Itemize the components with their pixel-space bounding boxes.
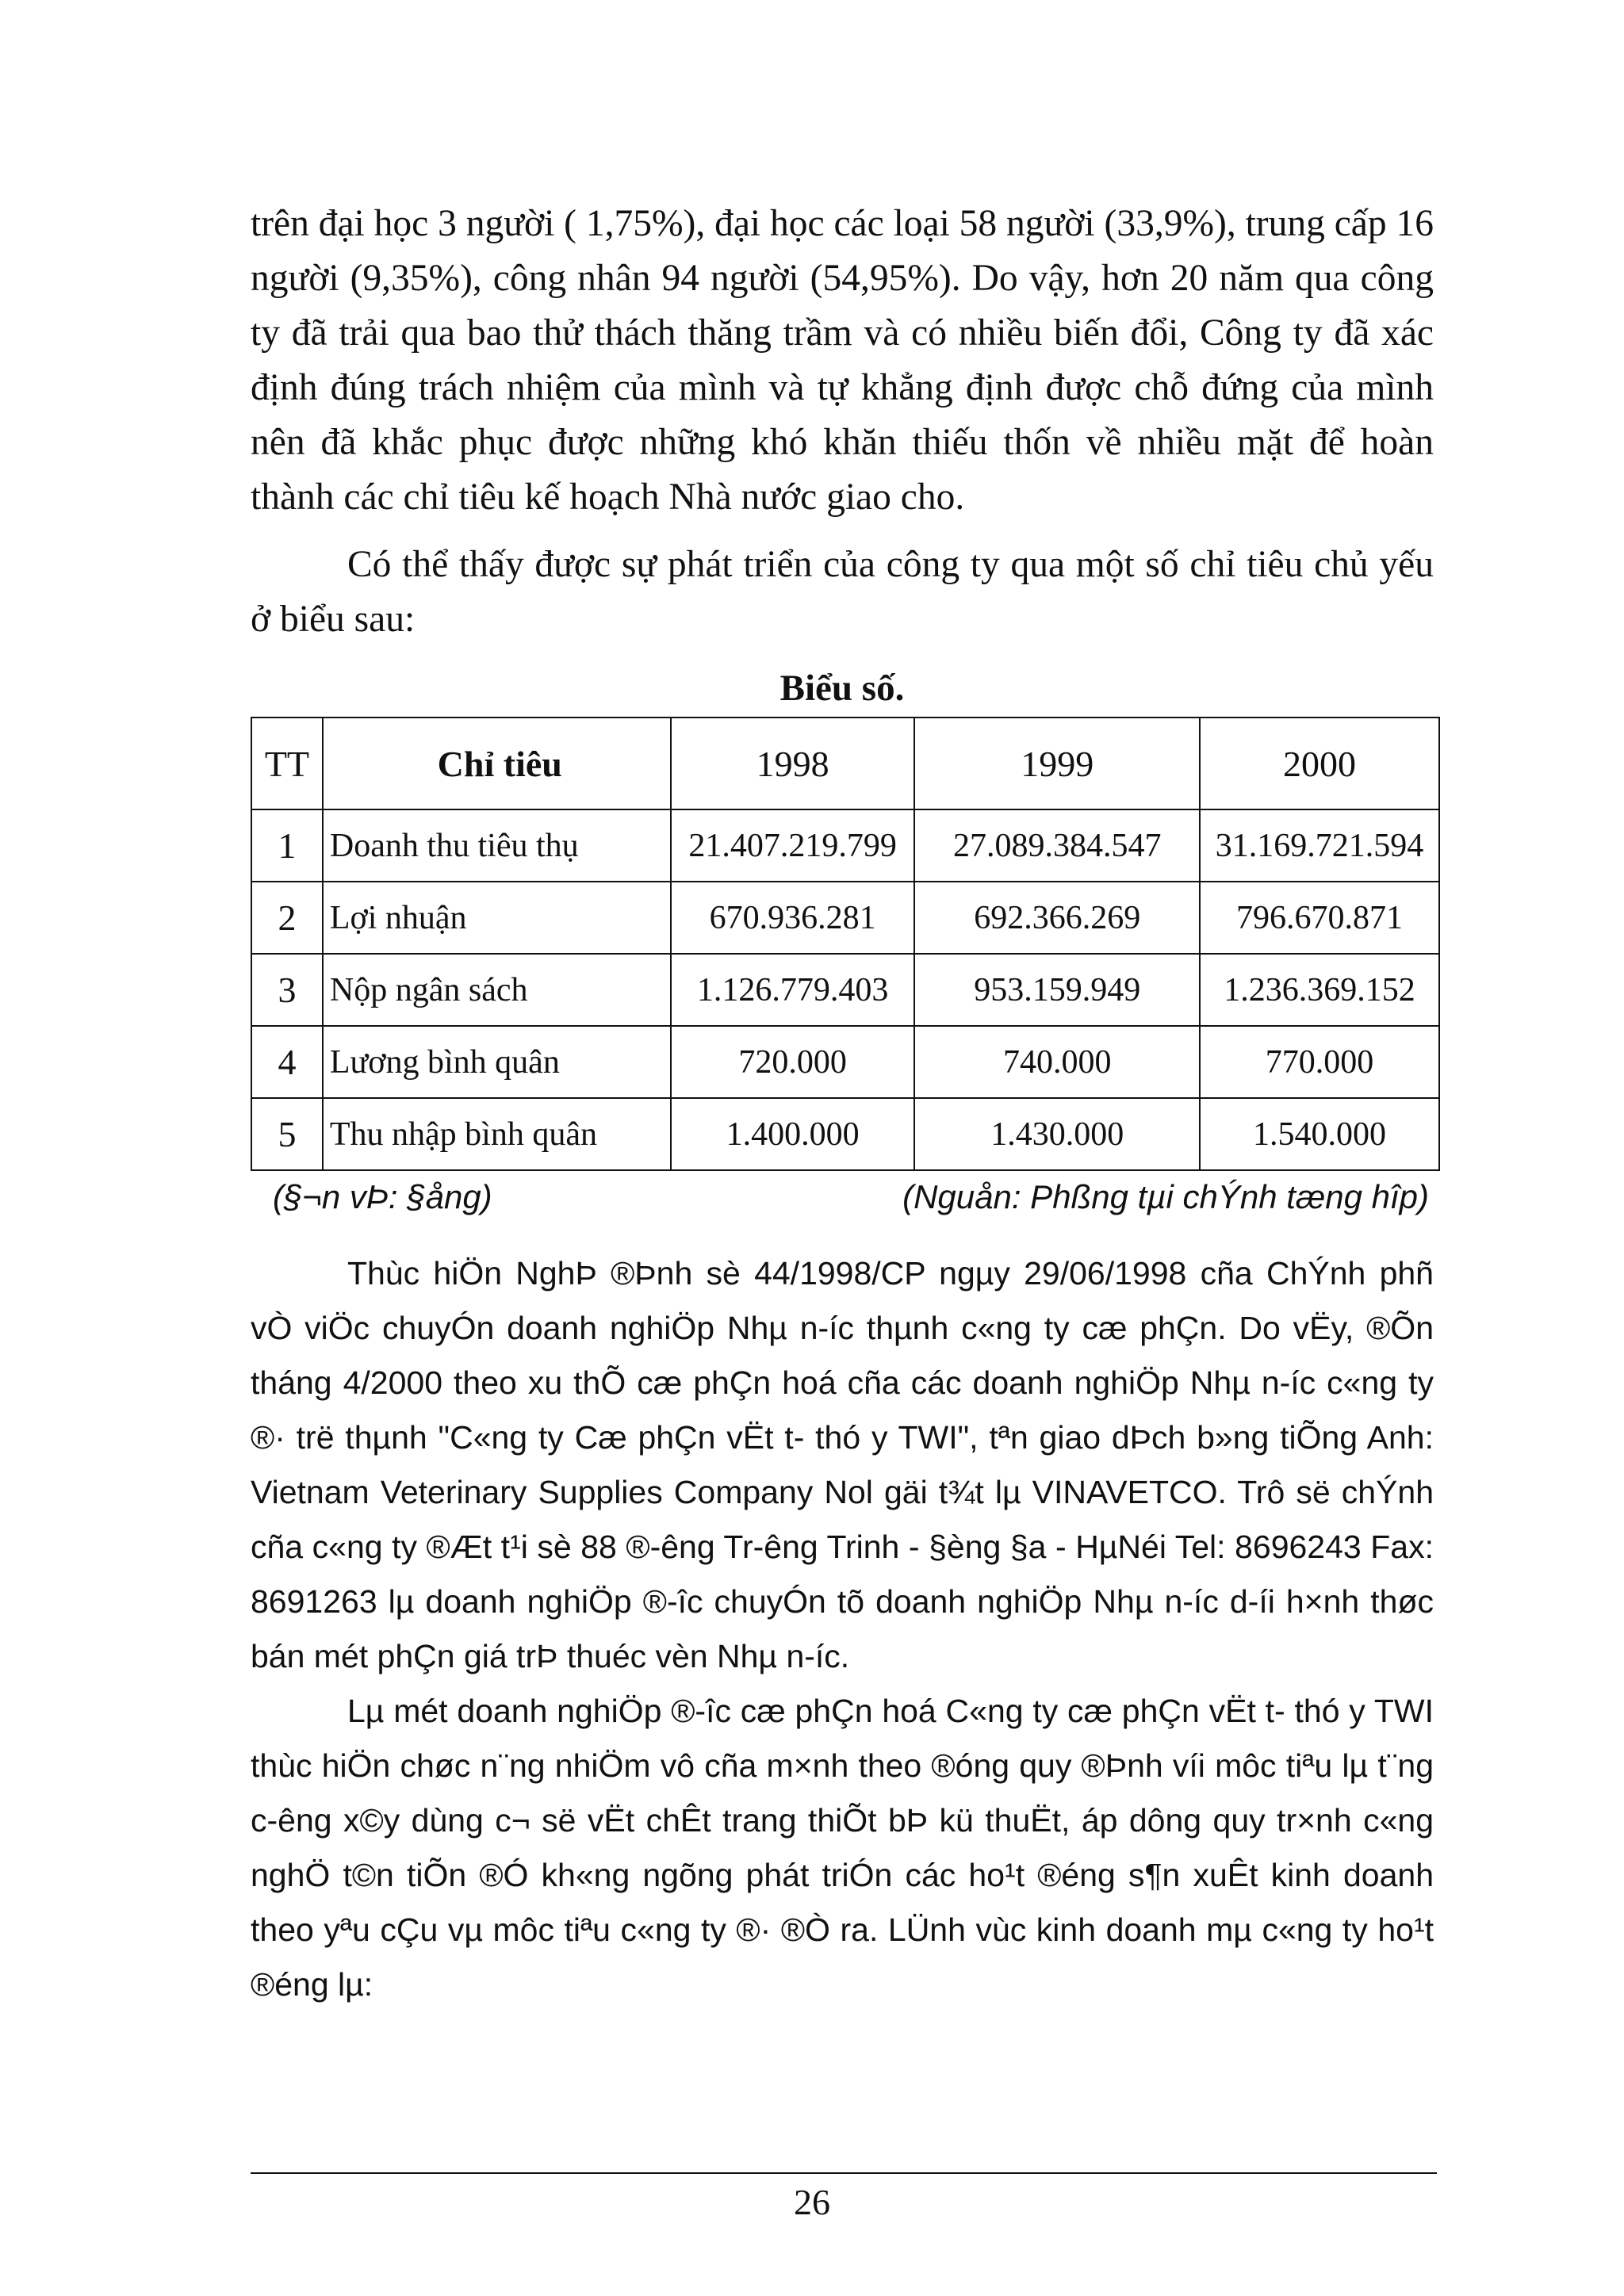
cell-1999: 27.089.384.547 [914, 809, 1200, 882]
paragraph-company-history: Thùc hiÖn NghÞ ®Þnh sè 44/1998/CP ngµy 29/06/1998 cña ChÝnh phñ vÒ viÖc chuyÓn doanh nghiÖp Nhµ n-íc thµnh c«ng ty cæ phÇn. Do vËy, ®Õn tháng 4/2000 theo xu thÕ cæ phÇn hoá cña các doanh nghiÖp Nhµ n-íc c«ng ty ®· trë thµnh "C«ng ty Cæ phÇn vËt t- thó y TWI", tªn giao dÞch b»ng tiÕng Anh: Vietnam Veterinary Supplies Company Nol gäi t¾t lµ VINAVETCO. Trô së chÝnh cña c«ng ty ®Æt t¹i sè 88 ®-êng Tr-êng Trinh - §èng §a - HµNéi Tel: 8696243 Fax: 8691263 lµ doanh nghiÖp ®-îc chuyÓn tõ doanh nghiÖp Nhµ n-íc d-íi h×nh thøc bán mét phÇn giá trÞ thuéc vèn Nhµ n-íc. [251, 1255, 1434, 1674]
row-indicator: Thu nhập bình quân [323, 1098, 671, 1170]
footer-divider [251, 2172, 1437, 2174]
header-2000: 2000 [1200, 718, 1439, 809]
header-tt: TT [251, 718, 323, 809]
cell-2000: 796.670.871 [1200, 882, 1439, 954]
table-header-row [251, 718, 1439, 809]
table-unit-note: (§¬n vÞ: §ång) [273, 1178, 492, 1215]
cell-1999: 1.430.000 [914, 1098, 1200, 1170]
cell-1998: 21.407.219.799 [671, 809, 915, 882]
row-indicator: Nộp ngân sách [323, 954, 671, 1026]
table-row [251, 882, 1439, 954]
table-row [251, 954, 1439, 1026]
table-row [251, 1026, 1439, 1098]
table-caption: Biểu số. [779, 668, 905, 709]
header-1998: 1998 [671, 718, 915, 809]
cell-2000: 1.236.369.152 [1200, 954, 1439, 1026]
cell-1999: 692.366.269 [914, 882, 1200, 954]
cell-1998: 670.936.281 [671, 882, 915, 954]
row-number: 3 [251, 954, 323, 1026]
indicators-table [251, 717, 1440, 1171]
row-number: 1 [251, 809, 323, 882]
table-row [251, 809, 1439, 882]
cell-2000: 31.169.721.594 [1200, 809, 1439, 882]
cell-2000: 770.000 [1200, 1026, 1439, 1098]
row-number: 2 [251, 882, 323, 954]
table-source-note: (Nguån: Phßng tµi chÝnh tæng hîp) [902, 1178, 1429, 1215]
header-1999: 1999 [914, 718, 1200, 809]
cell-1999: 740.000 [914, 1026, 1200, 1098]
header-indicator: Chỉ tiêu [323, 718, 671, 809]
row-number: 4 [251, 1026, 323, 1098]
row-indicator: Lương bình quân [323, 1026, 671, 1098]
cell-1998: 1.400.000 [671, 1098, 915, 1170]
row-indicator: Doanh thu tiêu thụ [323, 809, 671, 882]
cell-2000: 1.540.000 [1200, 1098, 1439, 1170]
cell-1999: 953.159.949 [914, 954, 1200, 1026]
table-row [251, 1098, 1439, 1170]
page-number: 26 [794, 2182, 830, 2222]
paragraph-table-intro: Có thể thấy được sự phát triển của công ty qua một số chỉ tiêu chủ yếu ở biểu sau: [251, 544, 1434, 640]
row-number: 5 [251, 1098, 323, 1170]
row-indicator: Lợi nhuận [323, 882, 671, 954]
paragraph-company-mission: Lµ mét doanh nghiÖp ®-îc cæ phÇn hoá C«ng ty cæ phÇn vËt t- thó y TWI thùc hiÖn chøc n¨ng nhiÖm vô cña m×nh theo ®óng quy ®Þnh víi môc tiªu lµ t¨ng c-êng x©y dùng c¬ së vËt chÊt trang thiÕt bÞ kü thuËt, áp dông quy tr×nh c«ng nghÖ t©n tiÕn ®Ó kh«ng ngõng phát triÓn các ho¹t ®éng s¶n xuÊt kinh doanh theo yªu cÇu vµ môc tiªu c«ng ty ®· ®Ò ra. LÜnh vùc kinh doanh mµ c«ng ty ho¹t ®éng lµ: [251, 1693, 1434, 2003]
cell-1998: 1.126.779.403 [671, 954, 915, 1026]
paragraph-staff-summary: trên đại học 3 người ( 1,75%), đại học các loại 58 người (33,9%), trung cấp 16 người (9,35%), công nhân 94 người (54,95%). Do vậy, hơn 20 năm qua công ty đã trải qua bao thử thách thăng trầm và có nhiều biến đổi, Công ty đã xác định đúng trách nhiệm của mình và tự khẳng định được chỗ đứng của mình nên đã khắc phục được những khó khăn thiếu thốn về nhiều mặt để hoàn thành các chỉ tiêu kế hoạch Nhà nước giao cho. [251, 203, 1434, 518]
cell-1998: 720.000 [671, 1026, 915, 1098]
